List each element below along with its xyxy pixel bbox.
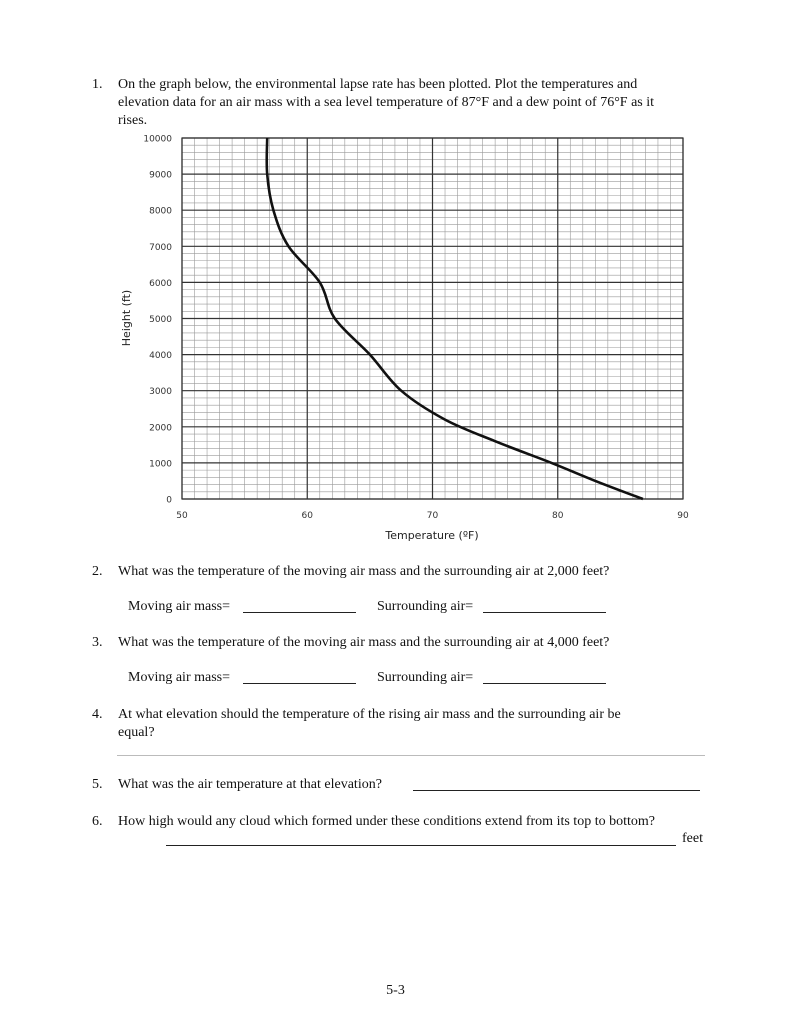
question-3-number: 3. [92, 635, 103, 650]
question-1 [92, 76, 732, 132]
lapse-rate-chart [110, 128, 710, 548]
question-5-number: 5. [92, 777, 103, 792]
y-tick-label: 10000 [143, 134, 172, 145]
question-3 [92, 634, 732, 654]
chart-x-tick-labels [176, 511, 689, 521]
y-tick-label: 1000 [149, 459, 172, 470]
page-number: 5-3 [386, 983, 405, 998]
x-tick-label: 50 [176, 511, 188, 521]
question-4-number: 4. [92, 707, 103, 722]
q6-unit-label: feet [682, 831, 703, 846]
x-tick-label: 80 [552, 511, 564, 521]
question-2 [92, 563, 732, 583]
y-tick-label: 9000 [149, 170, 172, 181]
x-tick-label: 60 [301, 511, 313, 521]
q2-surrounding-air-label: Surrounding air= [377, 599, 474, 614]
question-3-text: What was the temperature of the moving air mass and the surrounding air at 4,000 feet? [118, 635, 610, 650]
question-1-number: 1. [92, 77, 103, 92]
q2-moving-air-answer-line[interactable] [243, 612, 356, 613]
question-5 [92, 776, 422, 796]
q3-surrounding-air-answer-line[interactable] [483, 683, 606, 684]
chart-y-tick-labels [143, 135, 172, 506]
question-6-text: How high would any cloud which formed under these conditions extend from its top to bottom? [118, 814, 655, 829]
chart-y-axis-label: Height (ft) [120, 289, 133, 347]
q3-surrounding-air-label: Surrounding air= [377, 670, 474, 685]
question-6 [92, 813, 732, 833]
question-4 [92, 706, 732, 744]
q3-moving-air-label: Moving air mass= [128, 670, 230, 685]
question-2-text: What was the temperature of the moving air mass and the surrounding air at 2,000 feet? [118, 564, 610, 579]
q6-answer-line[interactable] [166, 845, 676, 846]
q4-answer-line[interactable] [117, 755, 705, 756]
y-tick-label: 5000 [149, 315, 172, 325]
q2-surrounding-air-answer-line[interactable] [483, 612, 606, 613]
y-tick-label: 4000 [149, 351, 172, 362]
q5-answer-line[interactable] [413, 790, 700, 791]
q2-moving-air-label: Moving air mass= [128, 599, 230, 614]
y-tick-label: 3000 [149, 387, 172, 398]
question-4-line-1: At what elevation should the temperature of the rising air mass and the surrounding air be [118, 707, 621, 722]
y-tick-label: 6000 [149, 278, 172, 289]
y-tick-label: 0 [166, 495, 172, 506]
q3-moving-air-answer-line[interactable] [243, 683, 356, 684]
x-tick-label: 70 [426, 511, 439, 521]
question-6-number: 6. [92, 814, 103, 829]
question-1-line-2: elevation data for an air mass with a sea level temperature of 87°F and a dew point of 76°F as it [118, 95, 655, 110]
question-2-number: 2. [92, 564, 103, 579]
y-tick-label: 2000 [149, 423, 172, 434]
y-tick-label: 7000 [149, 242, 172, 253]
question-1-line-1: On the graph below, the environmental lapse rate has been plotted. Plot the temperatures and [118, 77, 638, 92]
question-4-line-2: equal? [118, 725, 155, 740]
question-1-line-3: rises. [118, 113, 148, 128]
x-tick-label: 90 [677, 511, 689, 521]
chart-x-axis-label: Temperature (ºF) [385, 529, 479, 542]
y-tick-label: 8000 [149, 206, 172, 217]
question-5-text: What was the air temperature at that elevation? [118, 777, 382, 792]
